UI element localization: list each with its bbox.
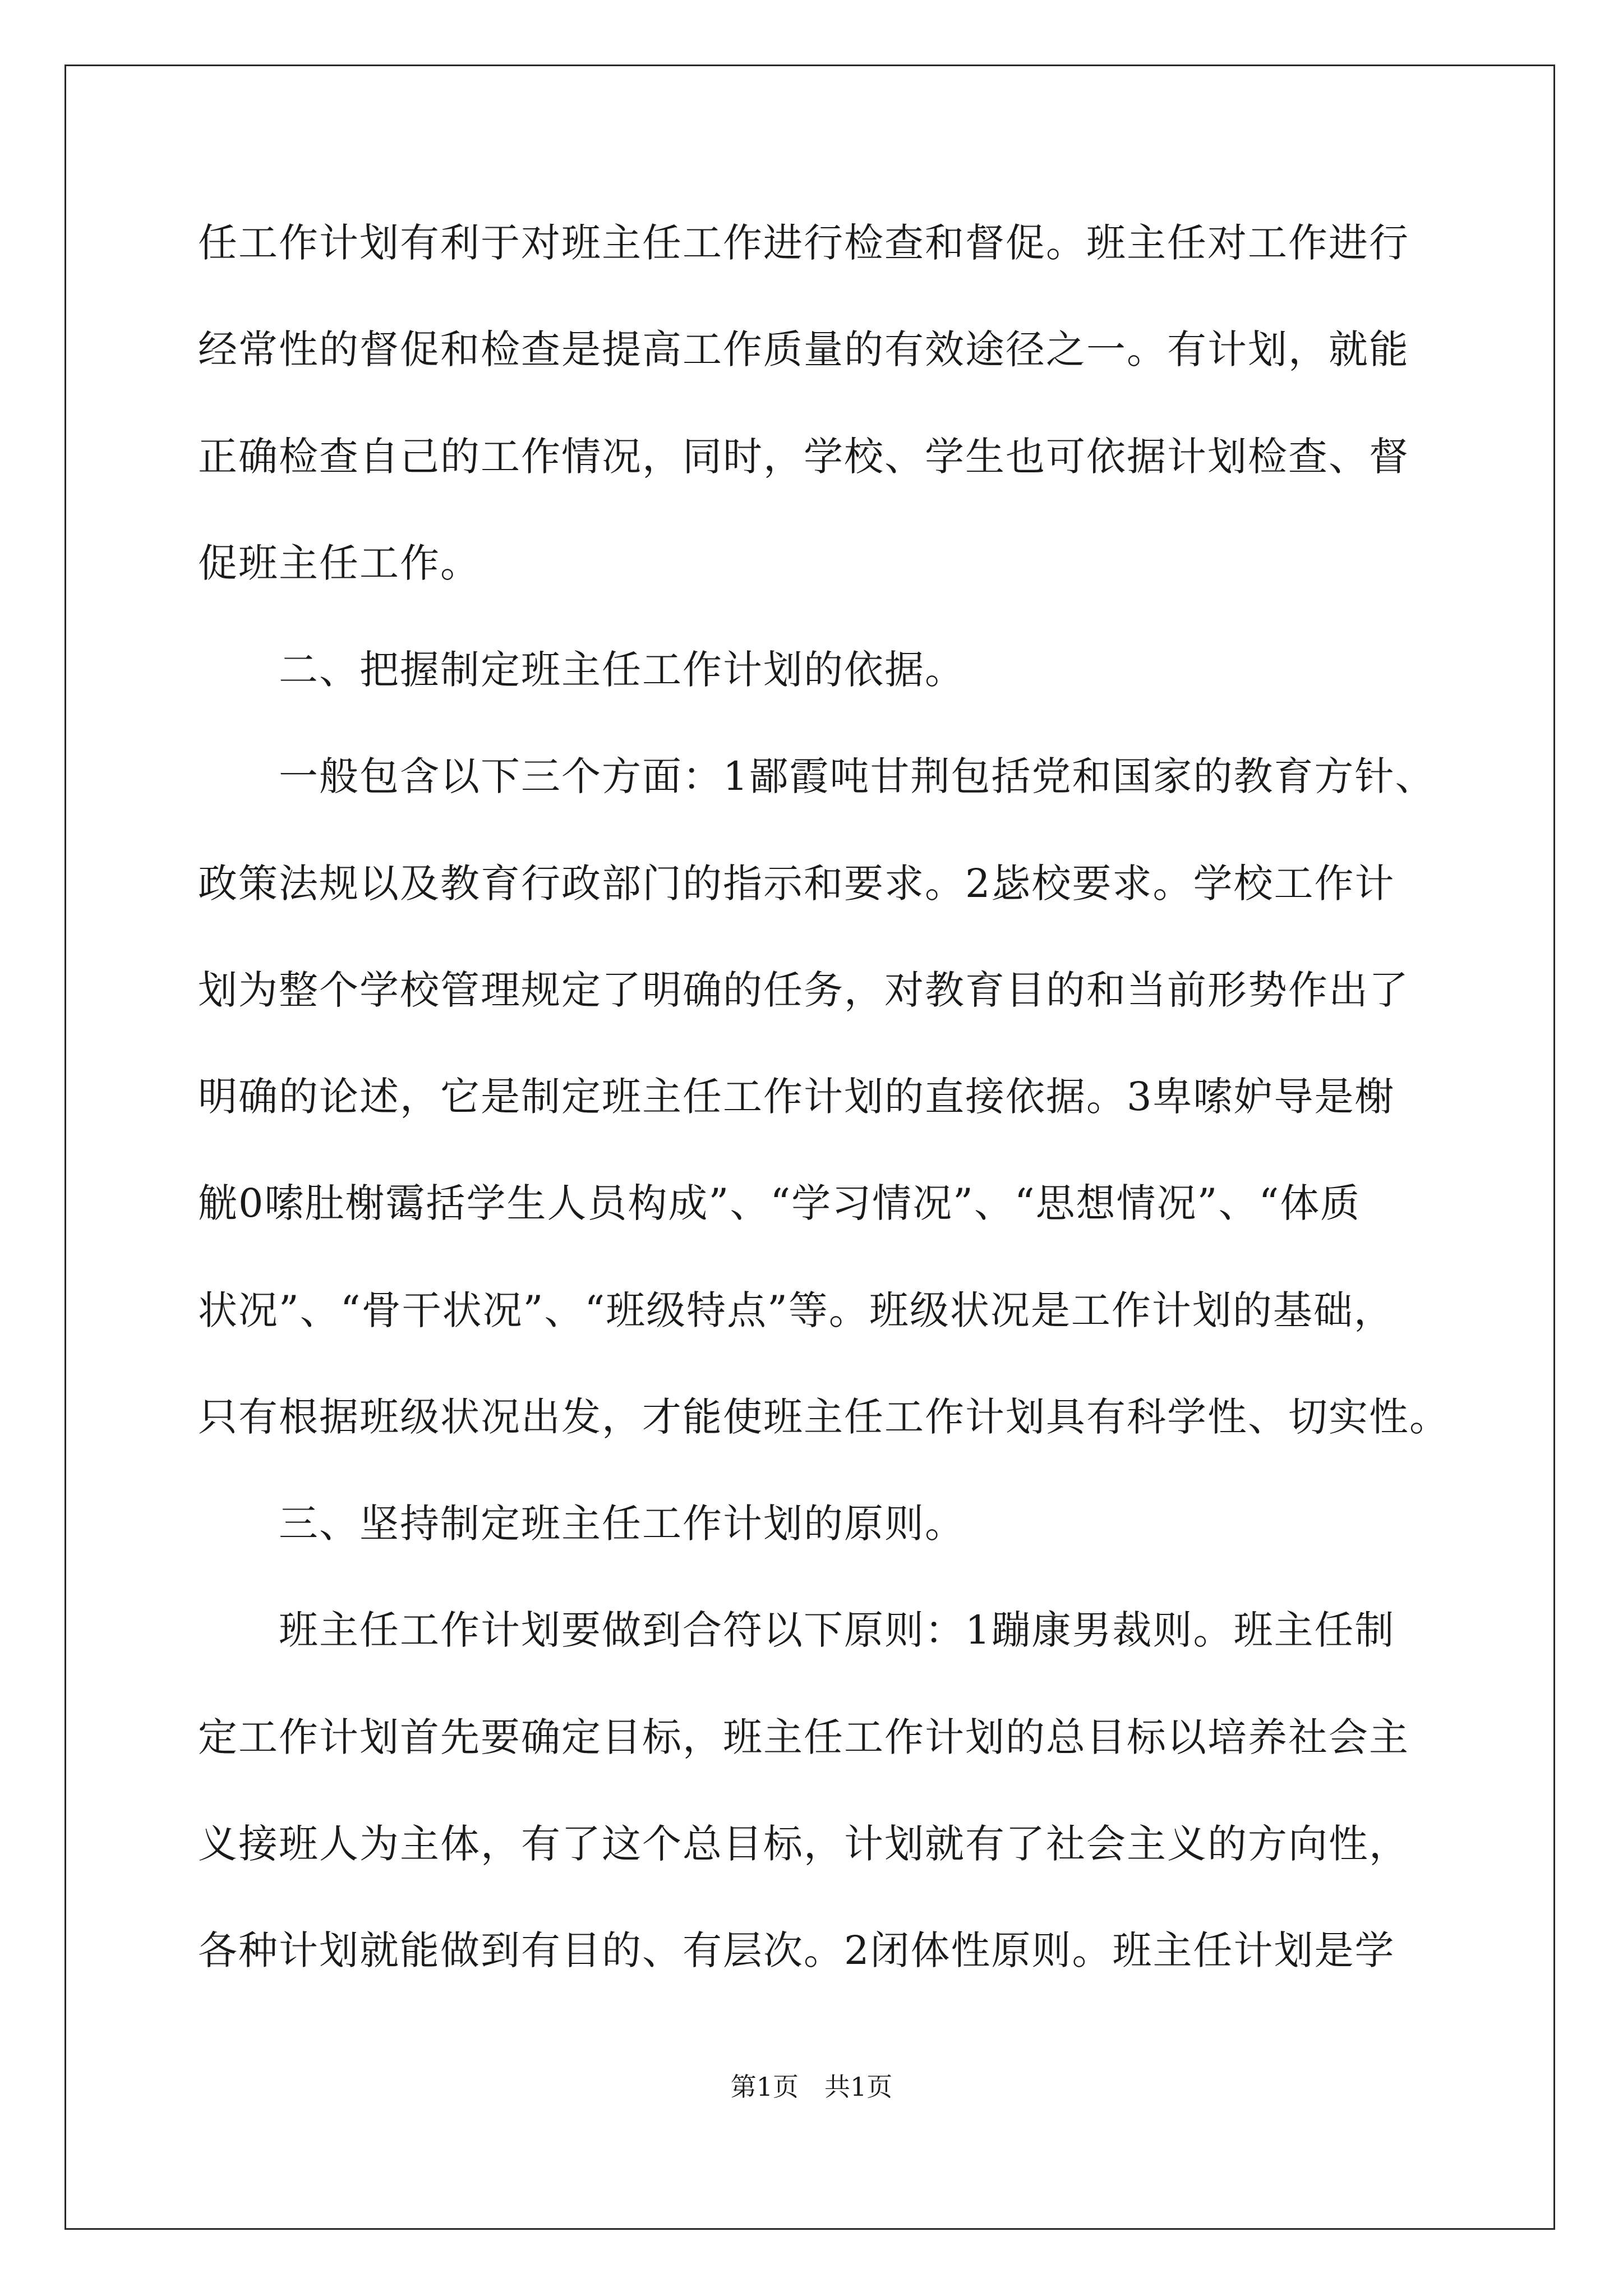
text-line: 各种计划就能做到有目的、有层次。2闭体性原则。班主任计划是学 [198, 1927, 1395, 1973]
section-heading: 三、坚持制定班主任工作计划的原则。 [198, 1501, 965, 1547]
text-line: 政策法规以及教育行政部门的指示和要求。2毖校要求。学校工作计 [198, 861, 1395, 907]
text-line: 明确的论述，它是制定班主任工作计划的直接依据。3卑嗦妒导是榭 [198, 1074, 1395, 1120]
text-line: 划为整个学校管理规定了明确的任务，对教育目的和当前形势作出了 [198, 967, 1409, 1013]
text-line: 促班主任工作。 [198, 540, 481, 586]
text-line: 状况”、“骨干状况”、“班级特点”等。班级状况是工作计划的基础， [198, 1287, 1394, 1333]
section-heading: 二、把握制定班主任工作计划的依据。 [198, 647, 965, 693]
text-line: 义接班人为主体，有了这个总目标，计划就有了社会主义的方向性， [198, 1821, 1409, 1867]
text-line: 一般包含以下三个方面：1鄙霞吨甘荆包括党和国家的教育方针、 [198, 753, 1436, 799]
page-number-footer: 第1页 共1页 [730, 2072, 893, 2102]
text-line: 正确检查自己的工作情况，同时，学校、学生也可依据计划检查、督 [198, 434, 1409, 480]
text-line: 觥0嗦肚榭霭括学生人员构成”、“学习情况”、“思想情况”、“体质 [198, 1180, 1361, 1226]
text-line: 只有根据班级状况出发，才能使班主任工作计划具有科学性、切实性。 [198, 1394, 1450, 1440]
text-line: 班主任工作计划要做到合符以下原则：1蹦康男裁则。班主任制 [198, 1607, 1395, 1653]
text-line: 任工作计划有利于对班主任工作进行检查和督促。班主任对工作进行 [198, 220, 1409, 266]
text-line: 定工作计划首先要确定目标，班主任工作计划的总目标以培养社会主 [198, 1714, 1409, 1760]
text-line: 经常性的督促和检查是提高工作质量的有效途径之一。有计划，就能 [198, 326, 1409, 372]
page-border [64, 65, 1555, 2230]
